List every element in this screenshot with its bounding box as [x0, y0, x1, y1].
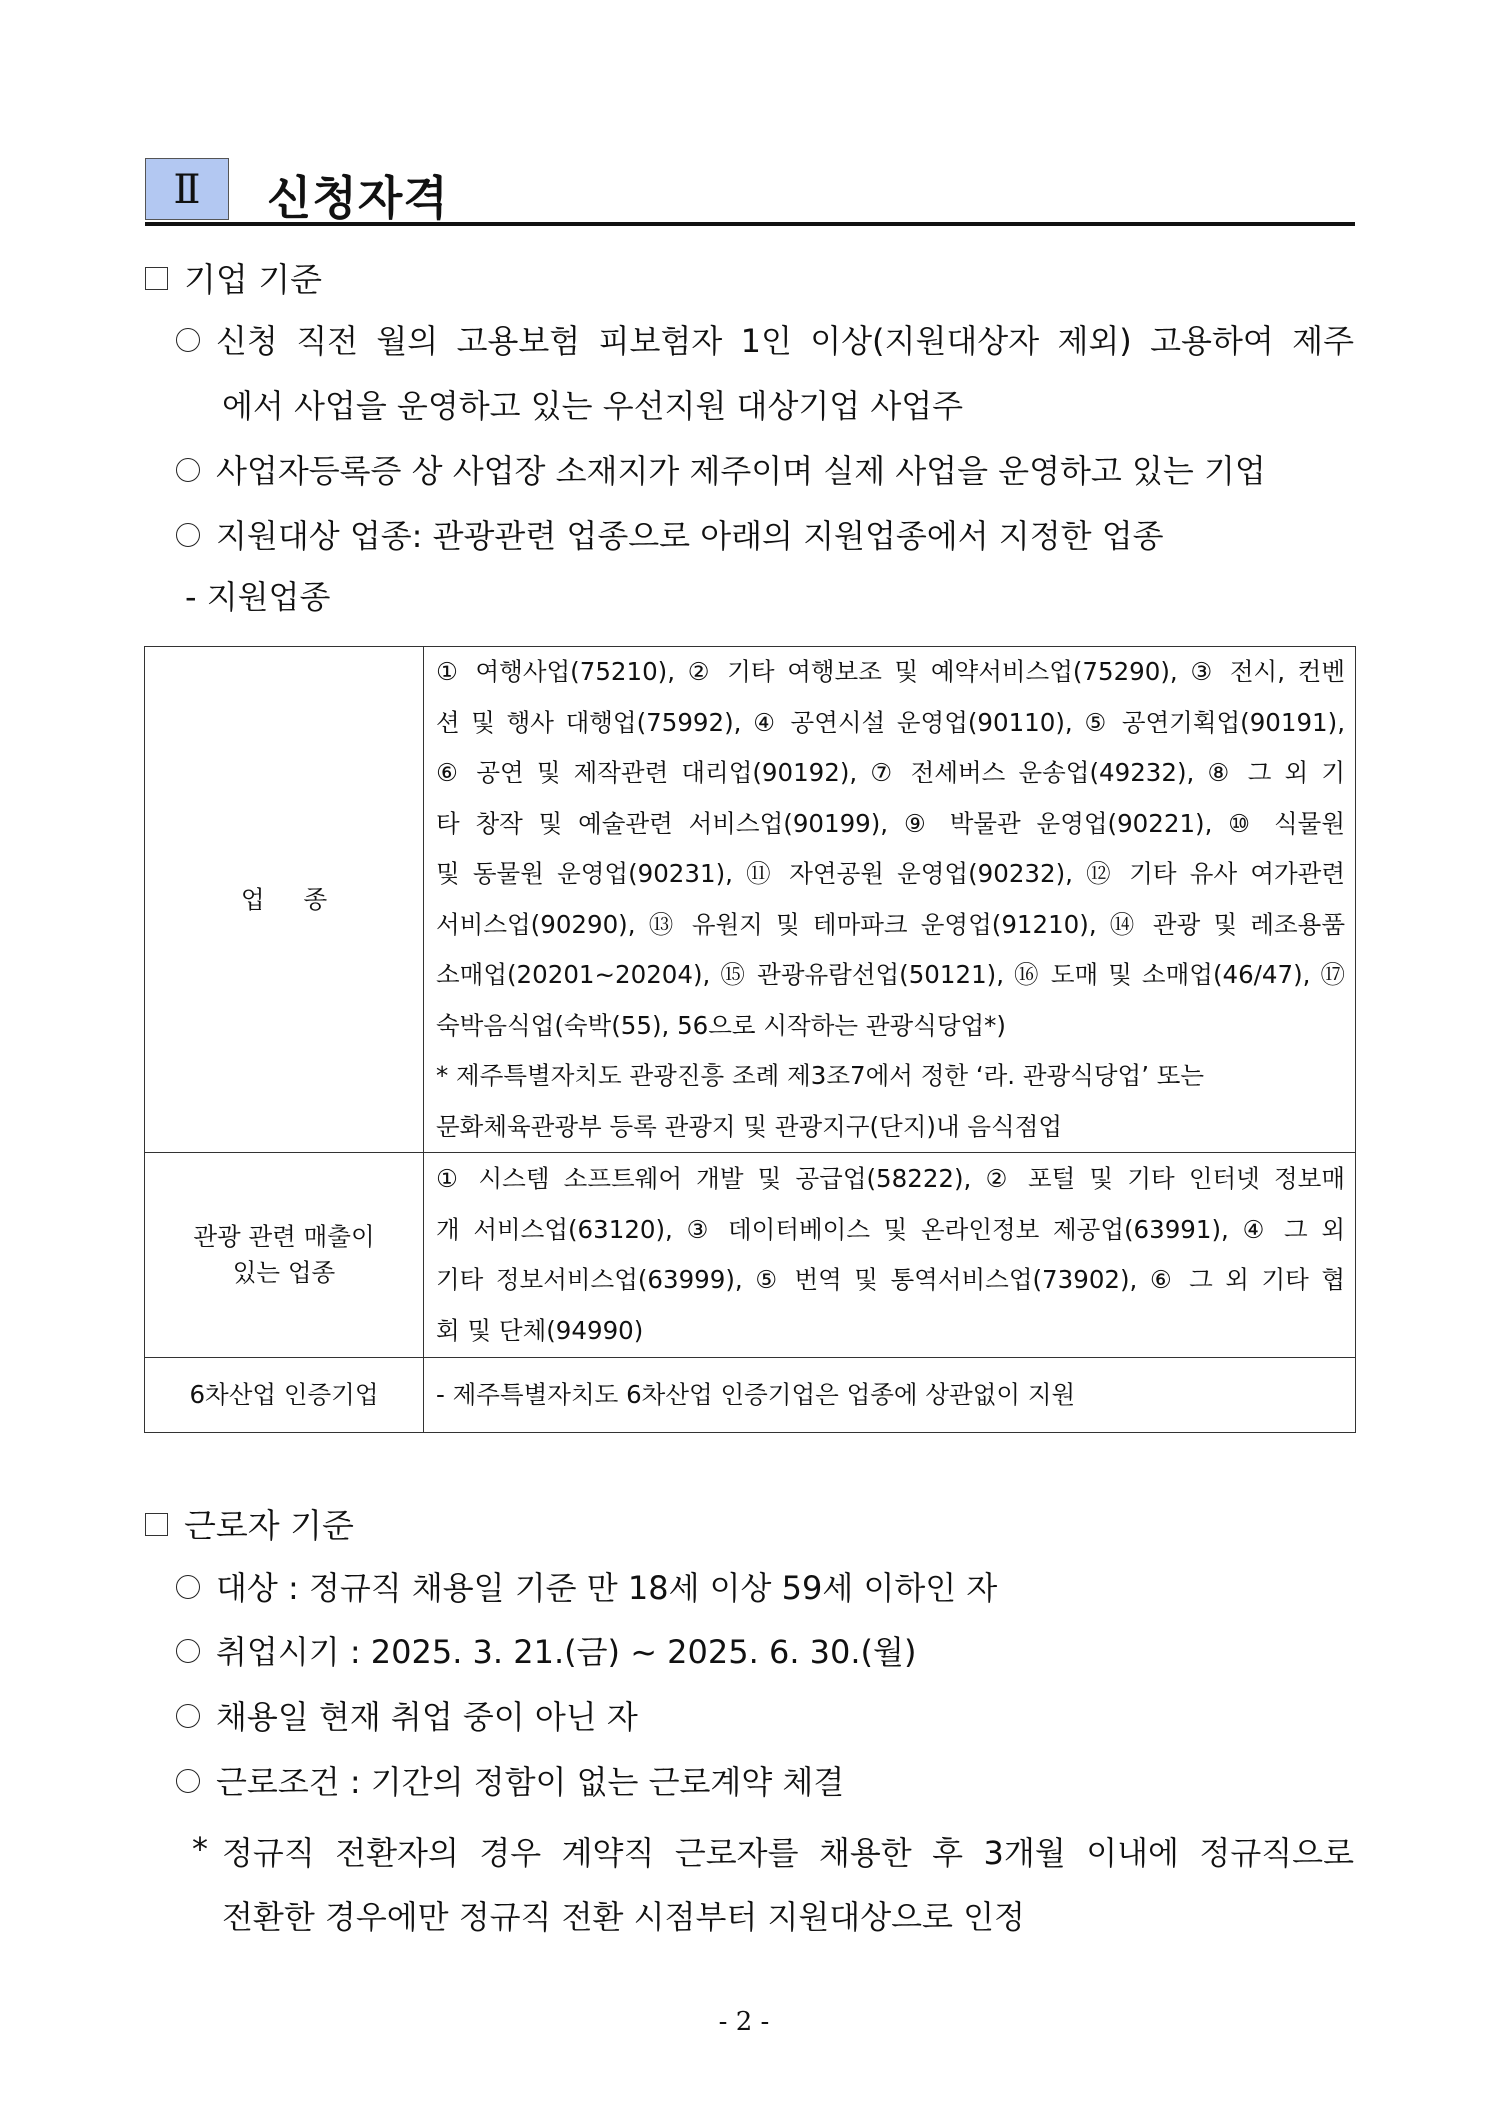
row-content: [424, 1153, 1356, 1358]
bullet-text: 신청 직전 월의 고용보험 피보험자 1인 이상(지원대상자 제외) 고용하여 제주: [216, 322, 1354, 360]
label-text: 업 종: [240, 884, 328, 914]
worker-bullet-1: [176, 1563, 997, 1609]
row-label: [145, 1153, 424, 1358]
table-row: [145, 1358, 1356, 1433]
label-text: 관광 관련 매출이: [193, 1222, 375, 1251]
content-line: 및 동물원 운영업(90231), ⑪ 자연공원 운영업(90232), ⑫ 기타 유사 여가관련: [436, 859, 1345, 888]
worker-bullet-4: [176, 1757, 844, 1803]
row-content: [424, 647, 1356, 1153]
content-line: ① 시스템 소프트웨어 개발 및 공급업(58222), ② 포털 및 기타 인터넷 정보매: [436, 1164, 1345, 1193]
section-header: [145, 158, 1355, 226]
heading-text: 기업 기준: [184, 260, 323, 299]
circle-bullet-icon: [176, 328, 200, 352]
content-line: 회 및 단체(94990): [436, 1315, 644, 1345]
page-number: - 2 -: [718, 2007, 770, 2037]
content-line: ① 여행사업(75210), ② 기타 여행보조 및 예약서비스업(75290), ③ 전시, 컨벤: [436, 657, 1345, 686]
company-bullet-1-line-2: 에서 사업을 운영하고 있는 우선지원 대상기업 사업주: [222, 387, 964, 425]
content-line: 서비스업(90290), ⑬ 유원지 및 테마파크 운영업(91210), ⑭ 관광 및 레조용품: [436, 909, 1345, 939]
company-bullet-1-line-1: [176, 316, 1354, 362]
bullet-text: 대상 : 정규직 채용일 기준 만 18세 이상 59세 이하인 자: [216, 1569, 998, 1607]
section-title: 신청자격: [267, 171, 449, 225]
heading-text: 근로자 기준: [184, 1506, 354, 1545]
bullet-text: 채용일 현재 취업 중이 아닌 자: [216, 1698, 638, 1736]
label-text: 있는 업종: [232, 1258, 336, 1287]
sub-item-support-industry: - 지원업종: [185, 578, 331, 616]
circle-bullet-icon: [176, 1575, 200, 1599]
bullet-text: 취업시기 : 2025. 3. 21.(금) ~ 2025. 6. 30.(월): [216, 1633, 917, 1671]
bullet-text: 지원대상 업종: 관광관련 업종으로 아래의 지원업종에서 지정한 업종: [216, 517, 1164, 555]
row-label: 6차산업 인증기업: [145, 1358, 424, 1433]
circle-bullet-icon: [176, 1639, 200, 1663]
note-line-2: 전환한 경우에만 정규직 전환 시점부터 지원대상으로 인정: [222, 1898, 1025, 1936]
content-line: 숙박음식업(숙박(55), 56으로 시작하는 관광식당업*): [436, 1010, 1006, 1040]
content-line: ⑥ 공연 및 제작관련 대리업(90192), ⑦ 전세버스 운송업(49232), ⑧ 그 외 기: [436, 758, 1345, 787]
content-line: 개 서비스업(63120), ③ 데이터베이스 및 온라인정보 제공업(63991), ④ 그 외: [436, 1214, 1345, 1244]
square-bullet-icon: [145, 1513, 168, 1536]
content-line: 타 창작 및 예술관련 서비스업(90199), ⑨ 박물관 운영업(90221), ⑩ 식물원: [436, 808, 1345, 838]
circle-bullet-icon: [176, 523, 200, 547]
content-line: 션 및 행사 대행업(75992), ④ 공연시설 운영업(90110), ⑤ 공연기획업(90191),: [436, 707, 1345, 737]
footnote-line: * 제주특별자치도 관광진흥 조례 제3조7에서 정한 ‘라. 관광식당업’ 또는: [436, 1061, 1205, 1090]
circle-bullet-icon: [176, 1769, 200, 1793]
company-bullet-2: [176, 446, 1266, 492]
content-line: 소매업(20201~20204), ⑮ 관광유람선업(50121), ⑯ 도매 및 소매업(46/47), ⑰: [436, 960, 1345, 989]
company-criteria-heading: [145, 254, 322, 301]
footnote-line: 문화체육관광부 등록 관광지 및 관광지구(단지)내 음식점업: [436, 1111, 1063, 1141]
square-bullet-icon: [145, 267, 168, 290]
worker-bullet-2: [176, 1627, 916, 1673]
row-content: [424, 1358, 1356, 1433]
worker-bullet-3: [176, 1692, 638, 1738]
table-row: [145, 647, 1356, 1153]
content-line: 기타 정보서비스업(63999), ⑤ 번역 및 통역서비스업(73902), ⑥ 그 외 기타 협: [436, 1265, 1345, 1294]
worker-criteria-heading: [145, 1500, 354, 1547]
circle-bullet-icon: [176, 458, 200, 482]
bullet-text: 근로조건 : 기간의 정함이 없는 근로계약 체결: [216, 1763, 845, 1801]
note-line-1: 정규직 전환자의 경우 계약직 근로자를 채용한 후 3개월 이내에 정규직으로: [222, 1834, 1354, 1872]
row-label: [145, 647, 424, 1153]
section-number-badge: Ⅱ: [145, 158, 229, 220]
table-row: [145, 1153, 1356, 1358]
content-line: - 제주특별자치도 6차산업 인증기업은 업종에 상관없이 지원: [436, 1379, 1076, 1409]
company-bullet-3: [176, 511, 1164, 557]
bullet-text: 사업자등록증 상 사업장 소재지가 제주이며 실제 사업을 운영하고 있는 기업: [216, 452, 1266, 490]
industry-table: [144, 646, 1356, 1433]
circle-bullet-icon: [176, 1704, 200, 1728]
note-mark: *: [192, 1830, 208, 1868]
